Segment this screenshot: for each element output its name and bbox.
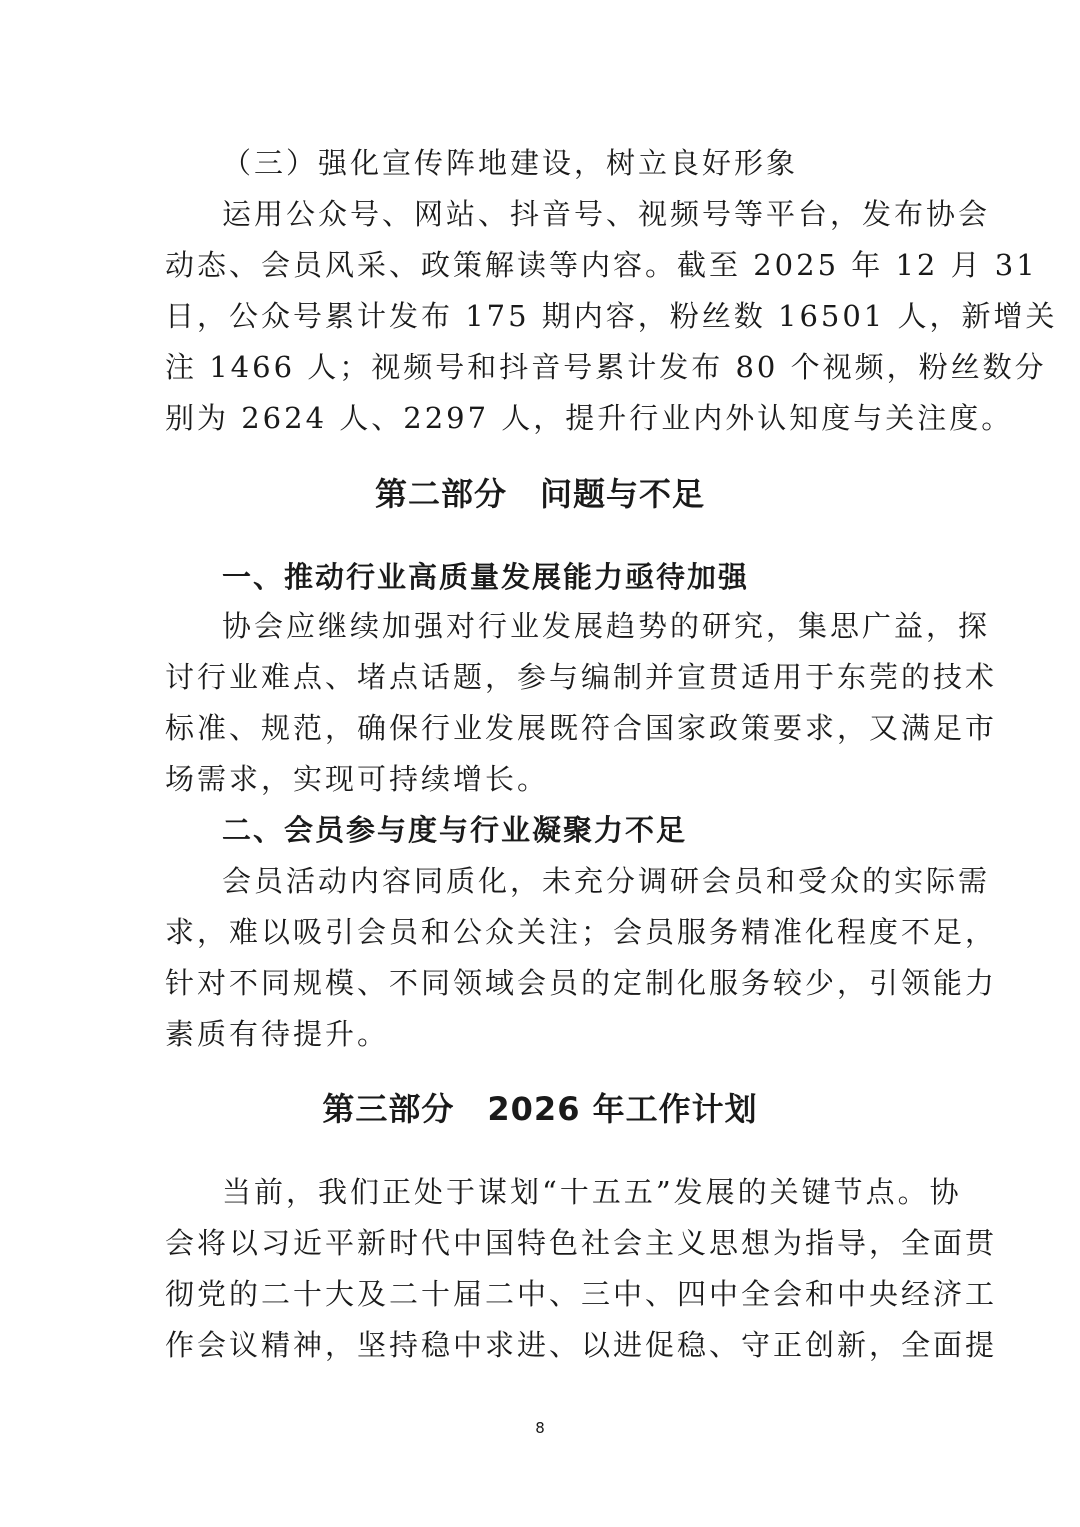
section-title-part2: 第二部分 问题与不足 [374, 475, 705, 513]
paragraph-line: 注 1466 人；视频号和抖音号累计发布 80 个视频，粉丝数分 [165, 350, 1047, 384]
paragraph-line: 会将以习近平新时代中国特色社会主义思想为指导，全面贯 [165, 1226, 998, 1260]
page-number: 8 [535, 1419, 545, 1437]
paragraph-line: 会员活动内容同质化，未充分调研会员和受众的实际需 [222, 864, 991, 898]
paragraph-line: 动态、会员风采、政策解读等内容。截至 2025 年 12 月 31 [165, 248, 1038, 282]
section-title-part3: 第三部分 2026 年工作计划 [322, 1090, 758, 1128]
paragraph-line: 彻党的二十大及二十届二中、三中、四中全会和中央经济工 [165, 1277, 998, 1311]
paragraph-line: 针对不同规模、不同领域会员的定制化服务较少，引领能力 [165, 966, 998, 1000]
subsection-heading: （三）强化宣传阵地建设，树立良好形象 [222, 146, 799, 180]
paragraph-line: 协会应继续加强对行业发展趋势的研究，集思广益，探 [222, 609, 991, 643]
paragraph-line: 场需求，实现可持续增长。 [165, 762, 550, 796]
paragraph-line: 运用公众号、网站、抖音号、视频号等平台，发布协会 [222, 197, 991, 231]
paragraph-line: 求，难以吸引会员和公众关注；会员服务精准化程度不足， [165, 915, 998, 949]
item-heading-2: 二、会员参与度与行业凝聚力不足 [222, 813, 688, 847]
item-heading-1: 一、推动行业高质量发展能力亟待加强 [222, 560, 750, 594]
paragraph-line: 当前，我们正处于谋划“十五五”发展的关键节点。协 [222, 1175, 962, 1209]
paragraph-line: 素质有待提升。 [165, 1017, 390, 1051]
paragraph-line: 标准、规范，确保行业发展既符合国家政策要求，又满足市 [165, 711, 998, 745]
paragraph-line: 讨行业难点、堵点话题，参与编制并宣贯适用于东莞的技术 [165, 660, 998, 694]
paragraph-line: 别为 2624 人、2297 人，提升行业内外认知度与关注度。 [165, 401, 1014, 435]
paragraph-line: 作会议精神，坚持稳中求进、以进促稳、守正创新，全面提 [165, 1328, 998, 1362]
paragraph-line: 日，公众号累计发布 175 期内容，粉丝数 16501 人，新增关 [165, 299, 1058, 333]
